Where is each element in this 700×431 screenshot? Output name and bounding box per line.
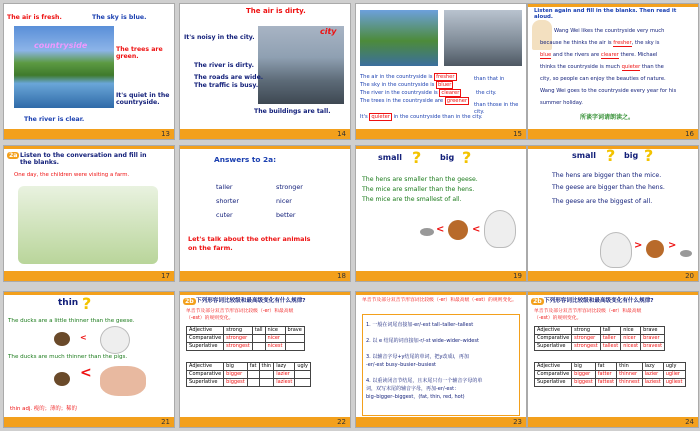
- passage-line7: summer holiday.: [540, 100, 583, 106]
- slide-number: 20: [685, 272, 694, 280]
- table-cell: [285, 335, 304, 343]
- table-cell: lazy: [642, 363, 663, 371]
- table-cell: Superlative: [187, 379, 224, 387]
- table-cell: Superlative: [535, 379, 572, 387]
- slide-number: 16: [685, 130, 694, 138]
- rule-note-2: （-est）的规则变化。: [534, 316, 582, 321]
- table-cell: thinnest: [617, 379, 643, 387]
- definition-text: thin adj. 瘦的；薄的；稀的: [10, 406, 77, 412]
- answer-left-2: shorter: [216, 197, 239, 205]
- rule-4c: big–bigger–biggest，(fat, thin, red, hot): [366, 394, 465, 400]
- slide-24[interactable]: [528, 292, 698, 427]
- slide-footer-bar: [528, 271, 698, 281]
- table-cell: stronger: [572, 335, 601, 343]
- greater-than-symbol: >: [668, 240, 677, 251]
- slide-15[interactable]: [356, 4, 526, 139]
- passage-line3: blue and the rivers are clearer there. Michael: [540, 52, 658, 58]
- question-mark-icon: ?: [412, 148, 422, 167]
- table-cell: uglier: [663, 371, 685, 379]
- answer-left-3: cuter: [216, 211, 233, 219]
- thin-title: thin: [58, 298, 79, 308]
- adjective-table-1: [534, 326, 665, 351]
- rule-question: 下列形容词比较级和最高级变化有什么规律?: [196, 298, 306, 304]
- countryside-thumb: [360, 10, 438, 66]
- table-cell: [295, 371, 311, 379]
- answer-left-1: taller: [216, 183, 233, 191]
- countryside-photo: [14, 26, 114, 108]
- slide-top-bar: [180, 146, 350, 149]
- table-row: [535, 379, 686, 387]
- goose-image: [100, 326, 130, 354]
- slide-19[interactable]: [356, 146, 526, 281]
- slide-footer-bar: [180, 417, 350, 427]
- table-cell: Comparative: [187, 335, 224, 343]
- passage-line1: Wang Wei likes the countryside very much: [554, 28, 665, 34]
- table-cell: lazy: [274, 363, 295, 371]
- roads-text: The roads are wide.: [194, 74, 264, 81]
- table-row: [535, 371, 686, 379]
- rule-4a: 4. 以重读闭音节结尾，且末尾只有一个辅音字母的单: [366, 378, 483, 384]
- table-cell: [259, 379, 274, 387]
- answer-right-2: nicer: [276, 197, 292, 205]
- table-row: [187, 343, 305, 351]
- city-photo: [258, 26, 344, 104]
- answers-title: Answers to 2a:: [214, 155, 277, 164]
- table-cell: biggest: [572, 379, 596, 387]
- line1-tail: than that in: [474, 76, 505, 82]
- slide-14[interactable]: [180, 4, 350, 139]
- table-cell: lazier: [274, 371, 295, 379]
- slide-number: 21: [161, 418, 170, 426]
- question-mark-icon: ?: [644, 146, 654, 165]
- big-label: big: [624, 151, 639, 160]
- duck-image: [54, 372, 70, 386]
- table-cell: Adjective: [187, 363, 224, 371]
- slide-footer-bar: [528, 417, 698, 427]
- noisy-text: It's noisy in the city.: [184, 34, 255, 41]
- table-cell: [259, 371, 274, 379]
- sentence-2: The geese are bigger than the hens.: [552, 184, 665, 191]
- slide-23[interactable]: [356, 292, 526, 427]
- sentence-2: The mice are smaller than the hens.: [362, 186, 475, 193]
- slide-16[interactable]: [528, 4, 698, 139]
- adjective-table-1: [186, 326, 305, 351]
- passage-line2: because he thinks the air is fresher, the sky is: [540, 40, 660, 46]
- table-cell: big: [572, 363, 596, 371]
- table-cell: strong: [572, 327, 601, 335]
- rule-1: 1. 一般在词尾直接加-er/-est tall–taller–tallest: [366, 322, 474, 328]
- goose-image: [484, 210, 516, 248]
- rules-heading: 单音节及部分双音节形容词比较级（-er）和最高级（-est）的规则变化。: [362, 298, 517, 303]
- table-cell: fatter: [595, 371, 616, 379]
- table-row: [187, 327, 305, 335]
- table-row: [187, 363, 311, 371]
- answer-right-1: stronger: [276, 183, 303, 191]
- rule-3a: 3. 以辅音字母+y结尾的单词，把y改成i，再加: [366, 354, 469, 360]
- sentence-3: The geese are the biggest of all.: [552, 198, 653, 205]
- air-dirty-text: The air is dirty.: [246, 7, 306, 15]
- city-label: city: [320, 27, 337, 36]
- table-cell: Adjective: [535, 363, 572, 371]
- less-than-symbol: <: [436, 224, 445, 235]
- hen-image: [646, 240, 664, 258]
- table-cell: laziest: [642, 379, 663, 387]
- slide-number: 24: [685, 418, 694, 426]
- slide-18[interactable]: [180, 146, 350, 281]
- table-cell: braver: [641, 335, 665, 343]
- table-cell: Superlative: [187, 343, 224, 351]
- less-than-symbol: <: [80, 365, 92, 381]
- answer-right-3: better: [276, 211, 296, 219]
- slide-22[interactable]: [180, 292, 350, 427]
- slide-number: 14: [337, 130, 346, 138]
- mouse-image: [680, 250, 692, 257]
- table-cell: tall: [600, 327, 620, 335]
- slide-top-bar: [528, 4, 698, 7]
- table-cell: [247, 379, 259, 387]
- table-cell: tallest: [600, 343, 620, 351]
- slide-number: 18: [337, 272, 346, 280]
- slide-top-bar: [356, 146, 526, 149]
- slide-top-bar: [180, 292, 350, 295]
- quiet-text: It's quiet in the countryside.: [116, 92, 170, 106]
- question-mark-icon: ?: [606, 146, 616, 165]
- passage-line6: Wang Wei goes to the countryside every year for his: [540, 88, 677, 94]
- table-row: [187, 371, 311, 379]
- table-row: [187, 379, 311, 387]
- slide-number: 13: [161, 130, 170, 138]
- table-cell: Comparative: [187, 371, 224, 379]
- table-cell: fat: [595, 363, 616, 371]
- table-cell: [285, 343, 304, 351]
- traffic-text: The traffic is busy.: [194, 82, 259, 89]
- table-cell: nicest: [265, 343, 285, 351]
- duck-image: [54, 332, 70, 346]
- sentence-1: The hens are smaller than the geese.: [362, 176, 478, 183]
- slide-number: 22: [337, 418, 346, 426]
- sentence-3: The mice are the smallest of all.: [362, 196, 462, 203]
- instruction-line1: Listen to the conversation and fill in: [20, 152, 147, 159]
- table-cell: nicest: [621, 343, 641, 351]
- trees-text: The trees are green.: [116, 46, 163, 60]
- table-row: [535, 343, 665, 351]
- slide-17[interactable]: [4, 146, 174, 281]
- table-cell: brave: [641, 327, 665, 335]
- table-cell: [252, 335, 265, 343]
- line3-tail: the city.: [476, 90, 497, 96]
- table-cell: thin: [617, 363, 643, 371]
- table-cell: laziest: [274, 379, 295, 387]
- table-cell: ugly: [663, 363, 685, 371]
- section-badge: 2b: [533, 298, 542, 305]
- city-thumb: [444, 10, 522, 66]
- slide-footer-bar: [356, 417, 526, 427]
- table-cell: big: [224, 363, 248, 371]
- talk-line2: on the farm.: [188, 244, 233, 252]
- question-mark-icon: ?: [82, 294, 92, 313]
- slide-13[interactable]: [4, 4, 174, 139]
- table-cell: thinner: [617, 371, 643, 379]
- rule-note-2: （-est）的规则变化。: [186, 316, 234, 321]
- table-cell: tall: [252, 327, 265, 335]
- table-cell: [295, 379, 311, 387]
- table-cell: ugly: [295, 363, 311, 371]
- greater-than-symbol: >: [634, 240, 643, 251]
- line3: The river in the countryside is clearer: [360, 90, 460, 96]
- adjective-table-2: [534, 362, 686, 387]
- less-than-symbol: <: [472, 224, 481, 235]
- table-cell: Superlative: [535, 343, 572, 351]
- less-than-symbol: <: [80, 333, 87, 342]
- table-cell: fattest: [595, 379, 616, 387]
- table-cell: fat: [247, 363, 259, 371]
- talk-line1: Let's talk about the other animals: [188, 235, 311, 243]
- passage-line5: city, so people can enjoy the beauties of nature.: [540, 76, 666, 82]
- table-row: [187, 335, 305, 343]
- line1: The air in the countryside is fresher: [360, 74, 455, 80]
- table-cell: Comparative: [535, 371, 572, 379]
- table-cell: [247, 371, 259, 379]
- table-row: [535, 335, 665, 343]
- river-dirty-text: The river is dirty.: [194, 62, 254, 69]
- slide-footer-bar: [528, 129, 698, 139]
- slide-20[interactable]: [528, 146, 698, 281]
- air-text: The air is fresh.: [7, 14, 62, 21]
- buildings-text: The buildings are tall.: [254, 108, 331, 115]
- slide-footer-bar: [356, 271, 526, 281]
- table-cell: bigger: [224, 371, 248, 379]
- slide-number: 23: [513, 418, 522, 426]
- slide-footer-bar: [180, 129, 350, 139]
- table-cell: brave: [285, 327, 304, 335]
- countryside-label: countryside: [34, 41, 88, 50]
- line2: The sky in the countryside is bluer: [360, 82, 452, 88]
- river-text: The river is clear.: [24, 116, 85, 123]
- pig-image: [100, 366, 146, 396]
- table-cell: [252, 343, 265, 351]
- adjective-table-2: [186, 362, 311, 387]
- sky-text: The sky is blue.: [92, 14, 147, 21]
- rule-2: 2. 以 e 结尾的词直接加-r/-st wide–wider–widest: [366, 338, 479, 344]
- instruction-heading: Listen again and fill in the blanks. Then read it aloud.: [534, 8, 677, 20]
- rule-question: 下列形容词比较级和最高级变化有什么规律?: [544, 298, 654, 304]
- table-cell: ugliest: [663, 379, 685, 387]
- table-cell: nice: [621, 327, 641, 335]
- slide-number: 17: [161, 272, 170, 280]
- sentence-2: The ducks are much thinner than the pigs.: [8, 354, 128, 360]
- question-mark-icon: ?: [462, 148, 472, 167]
- line5: It's quieter in the countryside than in the city.: [360, 114, 483, 120]
- table-cell: thin: [259, 363, 274, 371]
- section-badge: 2b: [185, 298, 194, 305]
- slide-footer-bar: [356, 129, 526, 139]
- slide-top-bar: [4, 146, 174, 149]
- slide-number: 15: [513, 130, 522, 138]
- slide-footer-bar: [4, 417, 174, 427]
- slide-number: 19: [513, 272, 522, 280]
- table-cell: taller: [600, 335, 620, 343]
- slide-21[interactable]: [4, 292, 174, 427]
- table-cell: strongest: [572, 343, 601, 351]
- table-cell: strong: [224, 327, 253, 335]
- slide-footer-bar: [180, 271, 350, 281]
- instruction-line2: the blanks.: [20, 159, 59, 166]
- table-cell: bigger: [572, 371, 596, 379]
- rule-note-1: 单音节及部分双音节形容词比较级（-er）和最高级: [534, 309, 642, 314]
- table-cell: lazier: [642, 371, 663, 379]
- slide-footer-bar: [4, 129, 174, 139]
- table-row: [535, 327, 665, 335]
- sentence-1: The ducks are a little thinner than the geese.: [8, 318, 135, 324]
- hen-image: [448, 220, 468, 240]
- section-badge: 2a: [9, 152, 18, 159]
- small-label: small: [378, 153, 402, 162]
- story-intro: One day, the children were visiting a farm.: [14, 172, 130, 178]
- table-cell: Adjective: [535, 327, 572, 335]
- farm-animals-illustration: [18, 186, 158, 264]
- mouse-image: [420, 228, 434, 236]
- table-cell: nicer: [621, 335, 641, 343]
- table-cell: nice: [265, 327, 285, 335]
- line4: The trees in the countryside are greener: [360, 98, 468, 104]
- rule-3b: -er/-est busy–busier–busiest: [366, 362, 437, 368]
- big-label: big: [440, 153, 455, 162]
- table-cell: nicer: [265, 335, 285, 343]
- table-cell: stronger: [224, 335, 253, 343]
- line4-tail: than those in the city.: [474, 102, 519, 115]
- chinese-footer: 所谈字词请朗读之。: [580, 114, 635, 121]
- slide-footer-bar: [4, 271, 174, 281]
- table-cell: strongest: [224, 343, 253, 351]
- rule-4b: 词，双写末尾的辅音字母，再加-er/-est：: [366, 386, 460, 392]
- table-cell: biggest: [224, 379, 248, 387]
- table-cell: Adjective: [187, 327, 224, 335]
- sentence-1: The hens are bigger than the mice.: [552, 172, 662, 179]
- small-label: small: [572, 151, 596, 160]
- table-cell: Comparative: [535, 335, 572, 343]
- slide-top-bar: [528, 292, 698, 295]
- table-row: [535, 363, 686, 371]
- table-cell: bravest: [641, 343, 665, 351]
- passage-line4: thinks the countryside is much quieter than the: [540, 64, 664, 70]
- goose-image: [600, 232, 632, 268]
- rule-note-1: 单音节及部分双音节形容词比较级（-er）和最高级: [186, 309, 294, 314]
- slide-top-bar: [356, 292, 526, 295]
